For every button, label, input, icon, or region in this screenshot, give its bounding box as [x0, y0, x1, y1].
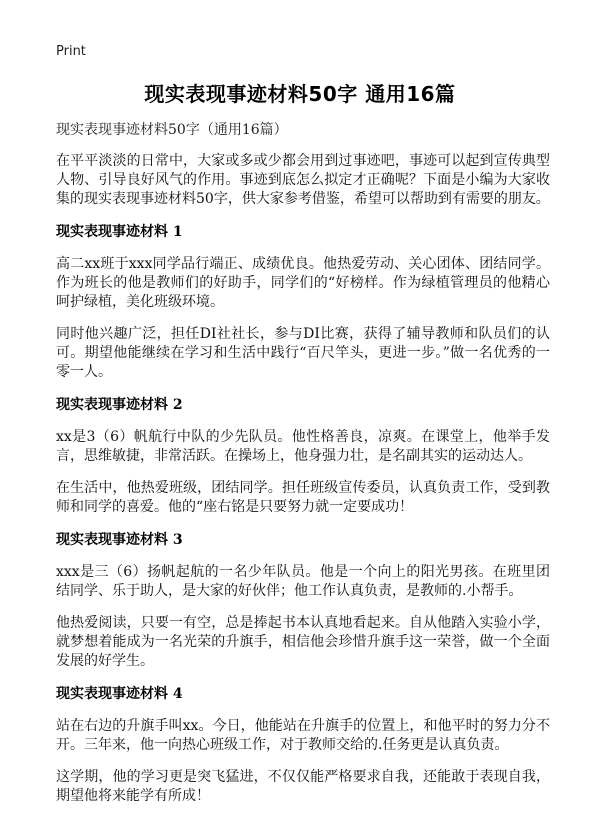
- print-link[interactable]: Print: [56, 44, 86, 59]
- section-heading: 现实表现事迹材料 4: [56, 686, 183, 702]
- intro-paragraph: 在平平淡淡的日常中，大家或多或少都会用到过事迹吧，事迹可以起到宣传典型人物、引导良好风气的作用。事迹到底怎么拟定才正确呢？下面是小编为大家收集的现实表现事迹材料50字，供大家参考借鉴，希望可以帮助到有需要的朋友。: [56, 153, 550, 207]
- section-paragraph: 这学期，他的学习更是突飞猛进，不仅仅能严格要求自我，还能敢于表现自我，期望他将来能学有所成！: [56, 769, 550, 804]
- section-heading: 现实表现事迹材料 3: [56, 532, 183, 548]
- section-1: [56, 222, 550, 382]
- document-title: 现实表现事迹材料50字 通用16篇: [144, 82, 456, 106]
- section-paragraph: 在生活中，他热爱班级，团结同学。担任班级宣传委员，认真负责工作，受到教师和同学的喜爱。他的“座右铭是只要努力就一定要成功！: [56, 480, 550, 515]
- section-4: [56, 684, 550, 806]
- document-body: [56, 120, 550, 819]
- section-2: [56, 395, 550, 517]
- section-paragraph: 站在右边的升旗手叫xx。今日，他能站在升旗手的位置上，和他平时的努力分不开。三年来，他一向热心班级工作，对于教师交给的.任务更是认真负责。: [56, 718, 550, 753]
- section-paragraph: 同时他兴趣广泛，担任DI社社长，参与DI比赛，获得了辅导教师和队员们的认可。期望他能继续在学习和生活中践行“百尺竿头，更进一步。”做一名优秀的一零一人。: [56, 326, 550, 380]
- section-heading: 现实表现事迹材料 1: [56, 224, 183, 240]
- section-paragraph: xx是3（6）帆航行中队的少先队员。他性格善良，凉爽。在课堂上，他举手发言，思维敏捷，非常活跃。在操场上，他身强力壮，是名副其实的运动达人。: [56, 429, 550, 464]
- section-paragraph: xxx是三（6）扬帆起航的一名少年队员。他是一个向上的阳光男孩。在班里团结同学、乐于助人，是大家的好伙伴；他工作认真负责，是教师的.小帮手。: [56, 564, 550, 599]
- section-3: [56, 530, 550, 671]
- section-paragraph: 高二xx班于xxx同学品行端正、成绩优良。他热爱劳动、关心团体、团结同学。作为班长的他是教师们的好助手，同学们的“好榜样。作为绿植管理员的他精心呵护绿植，美化班级环境。: [56, 256, 550, 310]
- document-subtitle: 现实表现事迹材料50字（通用16篇）: [56, 122, 288, 138]
- section-paragraph: 他热爱阅读，只要一有空，总是捧起书本认真地看起来。自从他踏入实验小学，就梦想着能成为一名光荣的升旗手，相信他会珍惜升旗手这一荣誉，做一个全面发展的好学生。: [56, 615, 550, 669]
- section-heading: 现实表现事迹材料 2: [56, 397, 183, 413]
